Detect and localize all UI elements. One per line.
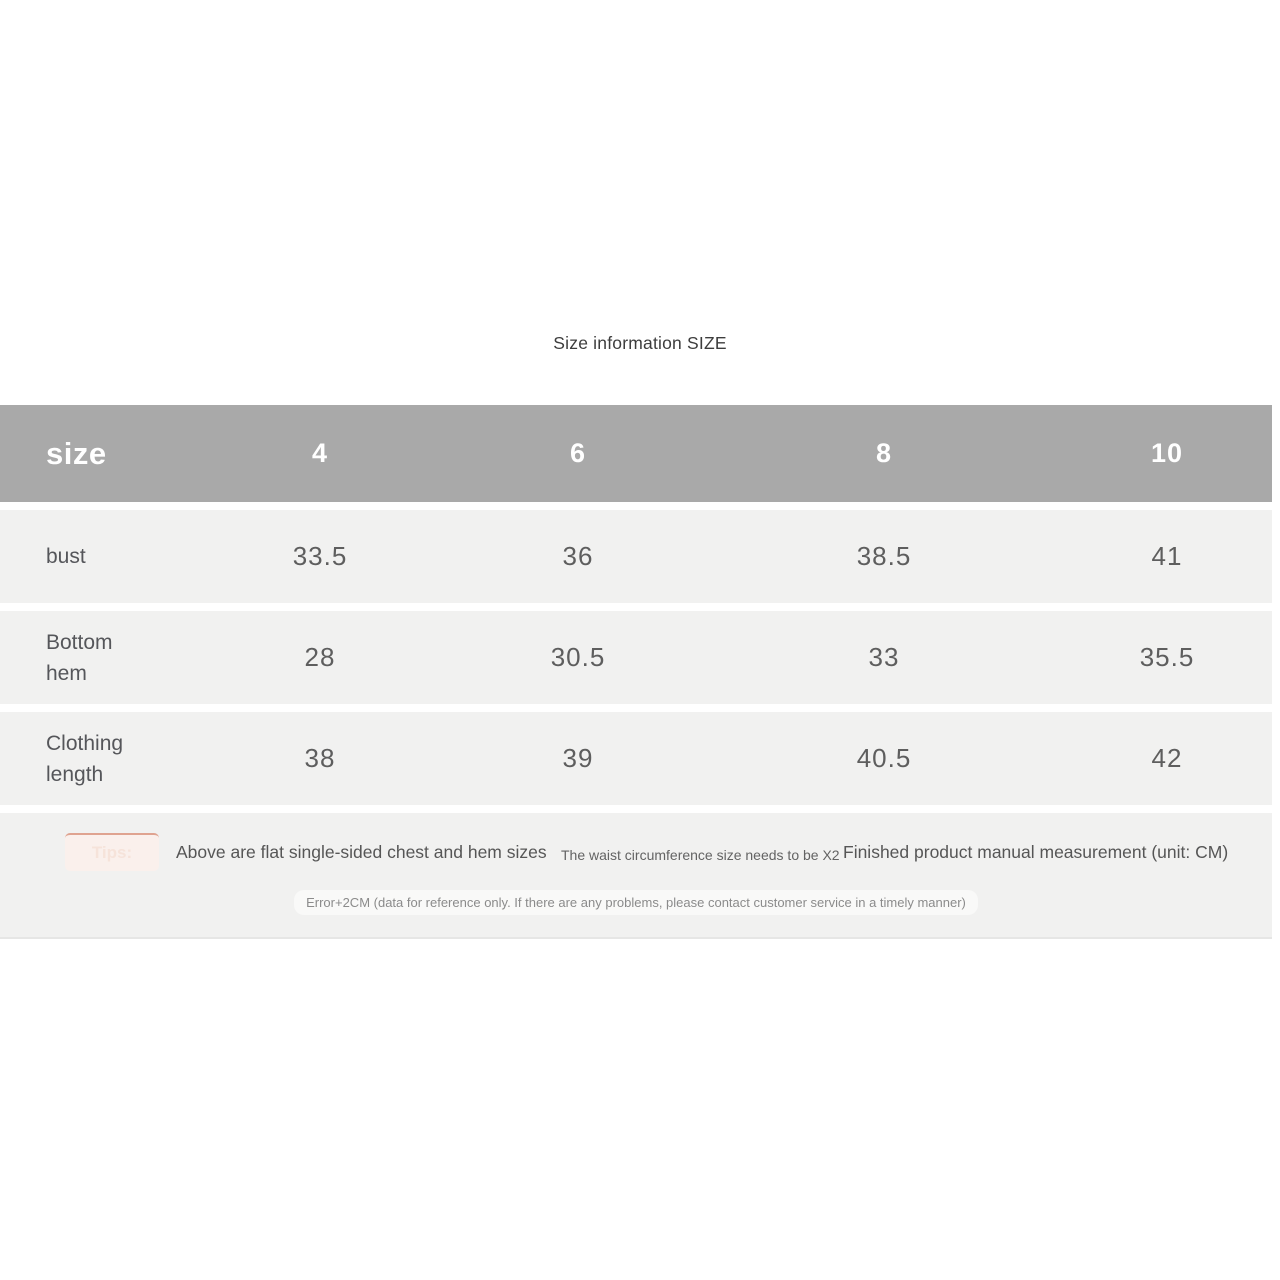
cell-clothing-length-size10: 42 [1151,743,1183,773]
cell-bust-size10: 41 [1151,541,1183,571]
cell-clothing-length-size6: 39 [562,743,594,773]
cell-bottom-hem-size10: 35.5 [1139,642,1195,672]
row-label-clothing-length-text: Clothing length [46,731,124,786]
cell-clothing-length-size4: 38 [304,743,336,773]
row-label-bottom-hem-text: Bottom hem [46,630,113,685]
notes-panel [0,813,1272,939]
header-cell-size-6: 6 [569,438,587,468]
cell-clothing-length-size8: 40.5 [856,743,912,773]
row-label-bust [0,541,156,572]
row-label-clothing-length [0,728,156,790]
note-measurement-type: Above are flat single-sided chest and hem sizes [176,842,547,862]
tips-badge: Tips: [65,833,159,871]
cell-bust-size8: 38.5 [856,541,912,571]
cell-bust-size6: 36 [562,541,594,571]
note-unit: Finished product manual measurement (unit: CM) [843,842,1229,862]
table-row-bust [0,510,1272,603]
header-cell-size-4: 4 [311,438,329,468]
error-note-wrap [0,890,1272,915]
size-chart-title: Size information SIZE [553,333,727,353]
size-table [0,405,1272,939]
error-note: Error+2CM (data for reference only. If there are any problems, please contact customer service in a timely manner) [294,890,978,915]
table-row-clothing-length [0,712,1272,805]
header-cell-size: size [46,435,107,471]
cell-bottom-hem-size4: 28 [304,642,336,672]
size-table-header-row [0,405,1272,502]
table-row-bottom-hem [0,611,1272,704]
header-cell-size-8: 8 [875,438,893,468]
header-cell-size-10: 10 [1150,438,1184,468]
cell-bust-size4: 33.5 [292,541,348,571]
note-waist-x2: The waist circumference size needs to be X2 [561,847,840,863]
cell-bottom-hem-size8: 33 [868,642,900,672]
row-label-bust-text: bust [46,545,86,568]
row-label-bottom-hem [0,627,156,689]
cell-bottom-hem-size6: 30.5 [550,642,606,672]
